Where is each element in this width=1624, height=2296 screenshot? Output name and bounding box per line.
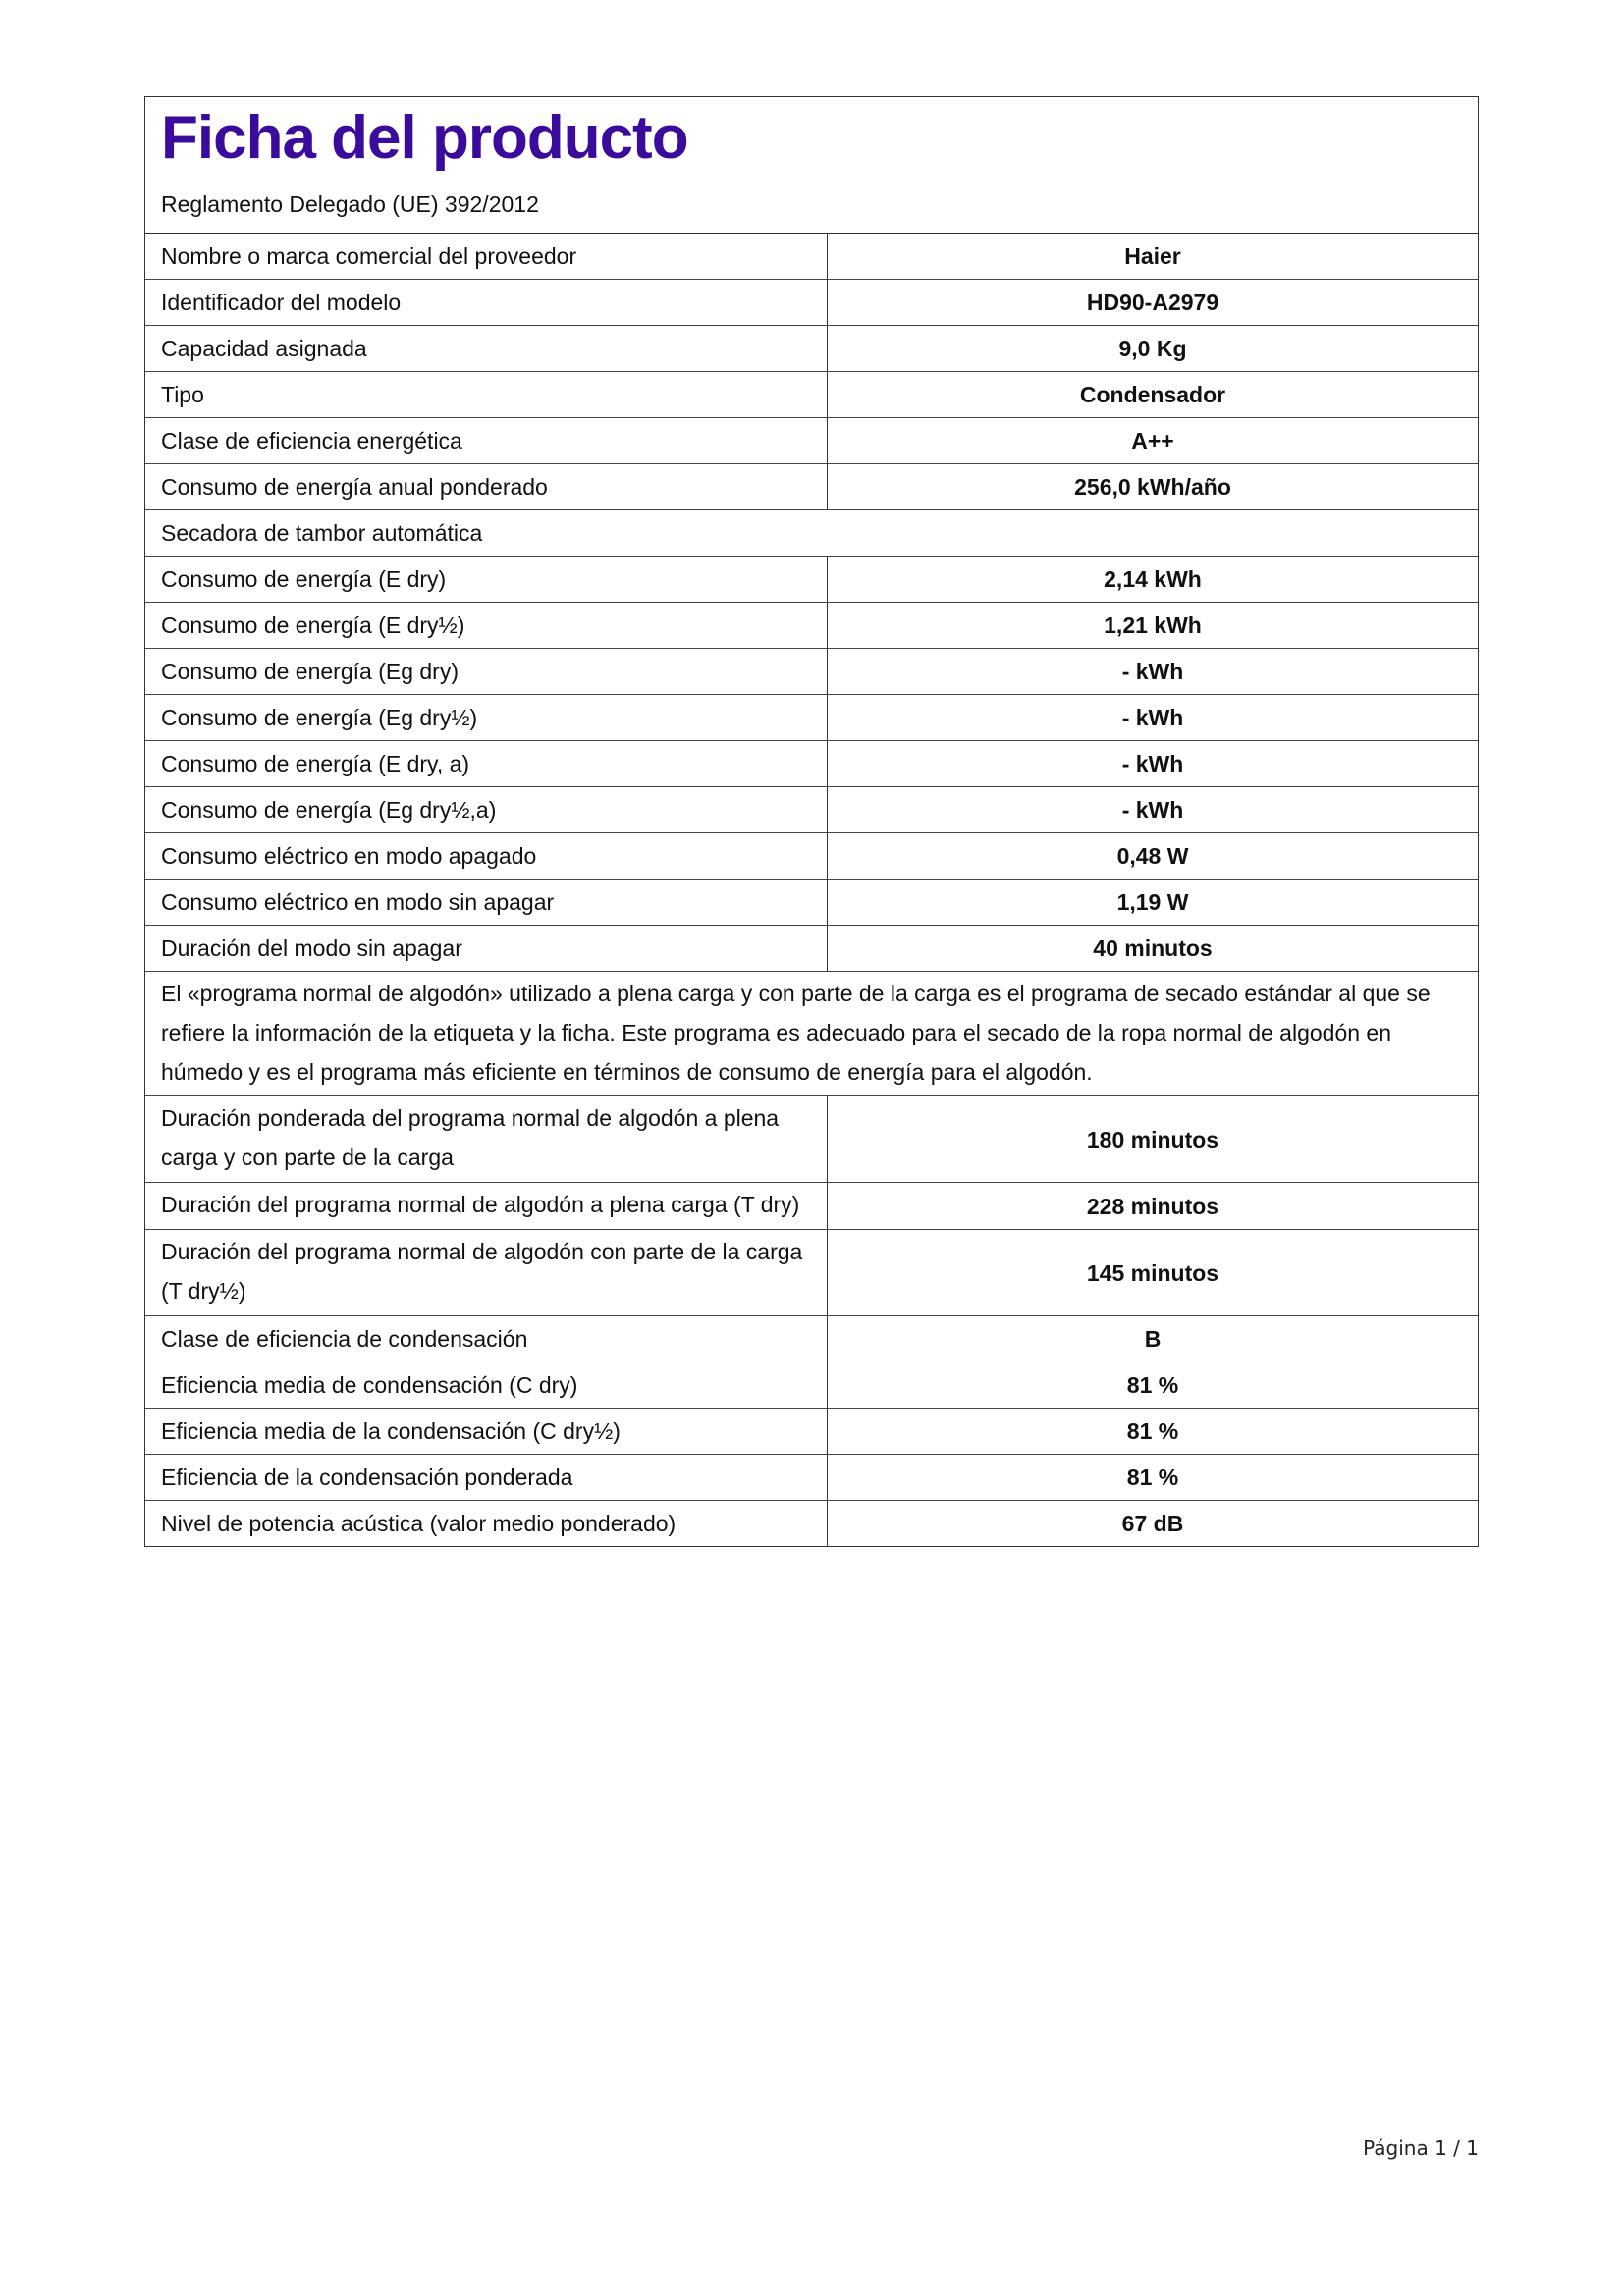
row-label: Consumo de energía anual ponderado: [145, 464, 828, 510]
section-row: [145, 510, 1478, 557]
table-row: [145, 1501, 1478, 1547]
row-value: 145 minutos: [828, 1230, 1479, 1316]
row-label: Capacidad asignada: [145, 326, 828, 372]
row-value: 0,48 W: [828, 833, 1479, 880]
row-value: A++: [828, 418, 1479, 464]
row-label: Consumo de energía (Eg dry½): [145, 695, 828, 741]
row-label: Duración del modo sin apagar: [145, 926, 828, 972]
row-value: 228 minutos: [828, 1183, 1479, 1230]
row-label: Duración del programa normal de algodón con parte de la carga (T dry½): [145, 1230, 828, 1316]
table-row: [145, 695, 1478, 741]
row-value: - kWh: [828, 787, 1479, 833]
row-value: 180 minutos: [828, 1096, 1479, 1183]
table-row: [145, 926, 1478, 972]
section-label: Secadora de tambor automática: [145, 510, 1478, 557]
table-row: [145, 464, 1478, 510]
row-label: Duración del programa normal de algodón a plena carga (T dry): [145, 1183, 828, 1230]
row-label: Duración ponderada del programa normal de algodón a plena carga y con parte de la carga: [145, 1096, 828, 1183]
row-value: Haier: [1124, 243, 1181, 269]
table-row: [145, 1409, 1478, 1455]
row-value: 9,0 Kg: [828, 326, 1479, 372]
table-row: [145, 326, 1478, 372]
table-row: [145, 1183, 1478, 1230]
table-row: [145, 1230, 1478, 1316]
row-value: HD90-A2979: [828, 280, 1479, 326]
page-indicator: Página 1 / 1: [1363, 2136, 1479, 2160]
table-row: [145, 787, 1478, 833]
row-label: Consumo eléctrico en modo apagado: [145, 833, 828, 880]
table-row: [145, 741, 1478, 787]
row-value: 81 %: [828, 1362, 1479, 1409]
row-value: 2,14 kWh: [828, 557, 1479, 603]
row-value: 67 dB: [828, 1501, 1479, 1547]
table-row: [145, 1455, 1478, 1501]
row-label: Eficiencia media de la condensación (C dry½): [145, 1409, 828, 1455]
table-row: [145, 833, 1478, 880]
row-label: Consumo de energía (Eg dry½,a): [145, 787, 828, 833]
row-value: B: [828, 1316, 1479, 1362]
table-row: [145, 880, 1478, 926]
row-label: Consumo de energía (Eg dry): [145, 649, 828, 695]
sheet-header: [145, 97, 1478, 234]
table-row: [145, 1316, 1478, 1362]
table-row: [145, 372, 1478, 418]
table-row: [145, 418, 1478, 464]
row-value: - kWh: [828, 695, 1479, 741]
table-row: [145, 1362, 1478, 1409]
table-row: [145, 280, 1478, 326]
table-row: [145, 1096, 1478, 1183]
row-label: Identificador del modelo: [145, 280, 828, 326]
specs-table: [145, 234, 1478, 1546]
program-note: El «programa normal de algodón» utilizado a plena carga y con parte de la carga es el programa de secado estándar al que se refiere la información de la etiqueta y la ficha. Este programa es adecuado para el secado de la ropa normal de algodón en húmedo y es el programa más eficiente en términos de consumo de energía para el algodón.: [145, 972, 1478, 1096]
row-value: - kWh: [828, 649, 1479, 695]
row-label: Nivel de potencia acústica (valor medio ponderado): [145, 1501, 828, 1547]
table-row: [145, 649, 1478, 695]
table-row: [145, 603, 1478, 649]
row-value: 81 %: [828, 1409, 1479, 1455]
row-value: 81 %: [828, 1455, 1479, 1501]
row-value: Condensador: [828, 372, 1479, 418]
row-value: 256,0 kWh/año: [828, 464, 1479, 510]
row-value: 40 minutos: [828, 926, 1479, 972]
product-sheet: [144, 96, 1479, 1547]
table-row: [145, 557, 1478, 603]
row-label: Clase de eficiencia energética: [145, 418, 828, 464]
row-label: Tipo: [145, 372, 828, 418]
row-label: Consumo de energía (E dry, a): [145, 741, 828, 787]
row-value: 1,19 W: [828, 880, 1479, 926]
row-value: 1,21 kWh: [828, 603, 1479, 649]
row-label: Clase de eficiencia de condensación: [145, 1316, 828, 1362]
note-row: [145, 972, 1478, 1096]
regulation-subtitle: Reglamento Delegado (UE) 392/2012: [161, 191, 539, 217]
row-label: Consumo eléctrico en modo sin apagar: [145, 880, 828, 926]
table-row: [145, 234, 1478, 280]
row-label: Eficiencia media de condensación (C dry): [145, 1362, 828, 1409]
row-label: Eficiencia de la condensación ponderada: [145, 1455, 828, 1501]
row-label: Consumo de energía (E dry½): [145, 603, 828, 649]
row-label: Consumo de energía (E dry): [145, 557, 828, 603]
row-value: - kWh: [828, 741, 1479, 787]
row-label: Nombre o marca comercial del proveedor: [145, 234, 828, 280]
page-title: Ficha del producto: [161, 104, 688, 172]
